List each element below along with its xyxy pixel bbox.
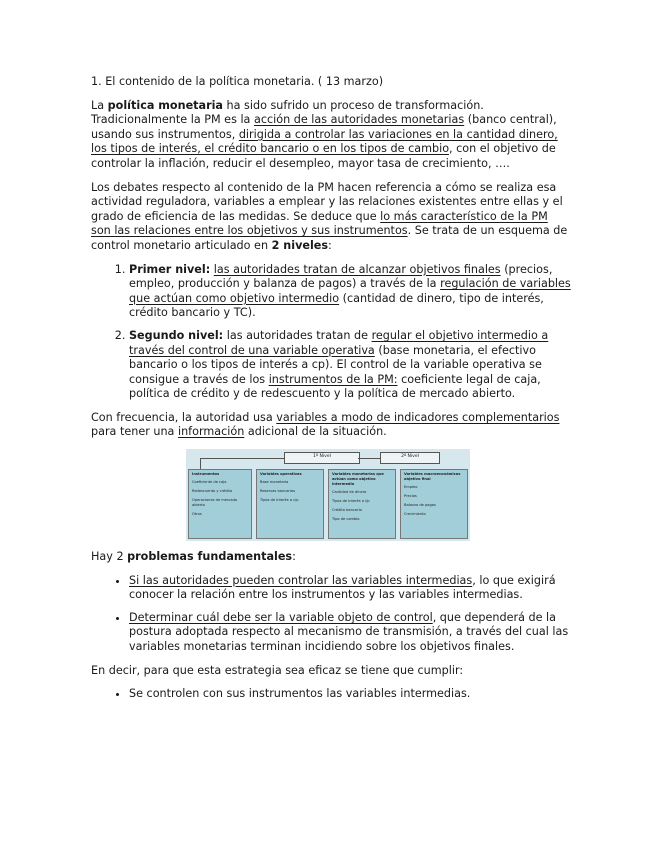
diagram-column-heading: Instrumentos: [192, 472, 220, 477]
list-item-problem: • Determinar cuál debe ser la variable objeto de control, que dependerá de la postura adoptada respecto al mecanismo de transmisión, a través del cual las variables monetarias terminan incidiendo sobre los objetivos finales.: [129, 611, 571, 655]
diagram-item: Precios: [404, 494, 417, 499]
diagram-item: Cantidad de dinero: [332, 490, 367, 495]
diagram-column-heading: Variables macroeconómicas objetivo final: [404, 472, 461, 482]
diagram-column-final-objectives: [400, 469, 468, 539]
paragraph-conditions-intro: En decir, para que esta estrategia sea eficaz se tiene que cumplir:: [91, 663, 464, 677]
diagram-column-operative-variables: [256, 469, 324, 539]
diagram-column-heading: Variables operativas: [260, 472, 302, 477]
diagram-item: Empleo: [404, 485, 418, 490]
list-item-first-level: 1. Primer nivel: las autoridades tratan de alcanzar objetivos finales (precios, empleo, producción y balanza de pagos) a través de la regulación de variables que actúan como objetivo intermedio (cantidad de dinero, tipo de interés, crédito bancario y TC).: [129, 263, 571, 321]
problems-list: [91, 574, 571, 655]
paragraph-indicators: Con frecuencia, la autoridad usa variables a modo de indicadores complementarios para tener una información adicional de la situación.: [91, 410, 560, 439]
diagram-header-first-level: 1º Nivel: [284, 452, 360, 464]
list-item-problem: • Si las autoridades pueden controlar las variables intermedias, lo que exigirá conocer la relación entre los instrumentos y las variables intermedias.: [129, 574, 571, 603]
list-item-second-level: 2. Segundo nivel: las autoridades tratan de regular el objetivo intermedio a través del control de una variable operativa (base monetaria, el efectivo bancario o los tipos de interés a cp). El control de la variable operativa se consigue a través de los instrumentos de la PM: coeficiente legal de caja, política de crédito y de redescuento y la política de mercado abierto.: [129, 329, 571, 402]
diagram-item: Balanza de pagos: [404, 503, 436, 508]
diagram-item: Coeficiente de caja: [192, 480, 227, 485]
diagram-item: Otros: [192, 512, 202, 517]
diagram-item: Crecimiento: [404, 512, 426, 517]
diagram-item: Tipos de interés a l/p: [332, 499, 370, 504]
levels-list: [91, 263, 571, 402]
paragraph-debates: Los debates respecto al contenido de la PM hacen referencia a cómo se realiza esa actividad reguladora, variables a emplear y las relaciones existentes entre ellas y el grado de eficiencia de las medidas. Se deduce que lo más característico de la PM son las relaciones entre los objetivos y sus instrumentos. Se trata de un esquema de control monetario articulado en 2 niveles:: [91, 180, 568, 252]
conditions-list: [91, 687, 571, 702]
diagram-column-heading: Variables monetarias que actúan como objetivo intermedio: [332, 472, 384, 487]
diagram-connector: [358, 458, 380, 459]
monetary-control-diagram: [186, 449, 470, 541]
document-body: [91, 75, 571, 711]
diagram-item: Tipos de interés a c/p: [260, 498, 299, 503]
diagram-item: Crédito bancario: [332, 508, 362, 513]
paragraph-problems-intro: Hay 2 problemas fundamentales:: [91, 550, 296, 564]
diagram-connector: [200, 458, 201, 469]
section-title: 1. El contenido de la política monetaria. ( 13 marzo): [91, 75, 384, 88]
diagram-item: Base monetaria: [260, 480, 289, 485]
diagram-column-instruments: [188, 469, 252, 539]
paragraph-intro: La política monetaria ha sido sufrido un proceso de transformación. Tradicionalmente la PM es la acción de las autoridades monetarias (banco central), usando sus instrumentos, dirigida a controlar las variaciones en la cantidad dinero, los tipos de interés, el crédito bancario o en los tipos de cambio, con el objetivo de controlar la inflación, reducir el desempleo, mayor tasa de crecimiento, ….: [91, 98, 558, 170]
list-item-condition: • Se controlen con sus instrumentos las variables intermedias.: [129, 687, 571, 702]
diagram-item: Redescuento y crédito: [192, 489, 233, 494]
diagram-item: Reservas bancarias: [260, 489, 295, 494]
diagram-column-intermediate-variables: [328, 469, 396, 539]
diagram-connector: [200, 458, 284, 459]
diagram-item: Operaciones de mercado abierto: [192, 498, 238, 508]
diagram-item: Tipo de cambio: [332, 517, 360, 522]
diagram-header-second-level: 2º Nivel: [380, 452, 440, 464]
